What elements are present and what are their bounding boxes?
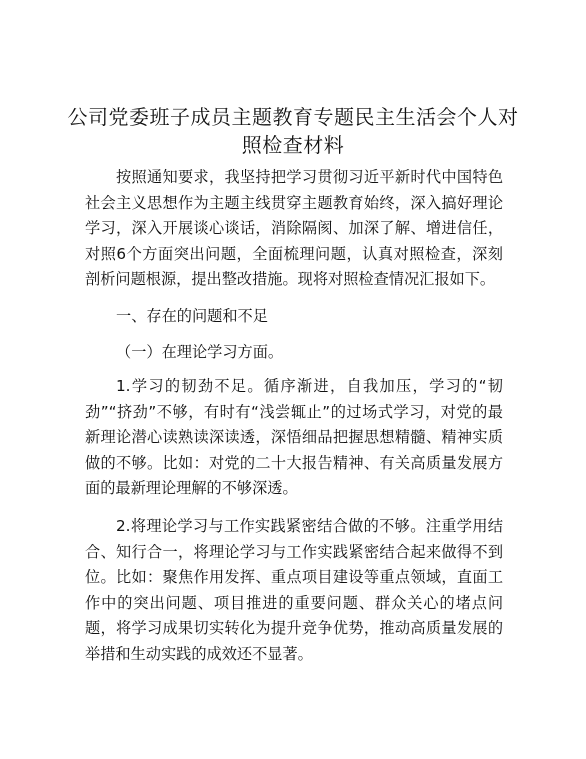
subsection-heading: （一）在理论学习方面。 — [116, 343, 284, 361]
intro-paragraph: 按照通知要求，我坚持把学习贯彻习近平新时代中国特色社会主义思想作为主题主线贯穿主题教育始终，深入搞好理论学习，深入开展谈心谈话，消除隔阂、加深了解、增进信任，对照6个方面突出问题，全面梳理问题，认真对照检查，深刻剖析问题根源，提出整改措施。现将对照检查情况汇报如下。 — [85, 168, 503, 289]
item-paragraph-1: 1.学习的韧劲不足。循序渐进，自我加压，学习的“韧劲”“挤劲”不够，有时有“浅尝辄止”的过场式学习，对党的最新理论潜心读熟读深读透，深悟细品把握思想精髓、精神实质做的不够。比如：对党的二十大报告精神、有关高质量发展方面的最新理论理解的不够深透。 — [85, 377, 503, 498]
document-title: 公司党委班子成员主题教育专题民主生活会个人对照检查材料 — [67, 105, 519, 157]
item-paragraph-2: 2.将理论学习与工作实践紧密结合做的不够。注重学用结合、知行合一，将理论学习与工作实践紧密结合起来做得不到位。比如：聚焦作用发挥、重点项目建设等重点领域，直面工作中的突出问题、项目推进的重要问题、群众关心的堵点问题，将学习成果切实转化为提升竞争优势，推动高质量发展的举措和生动实践的成效还不显著。 — [85, 517, 503, 663]
section-heading: 一、存在的问题和不足 — [116, 307, 268, 325]
